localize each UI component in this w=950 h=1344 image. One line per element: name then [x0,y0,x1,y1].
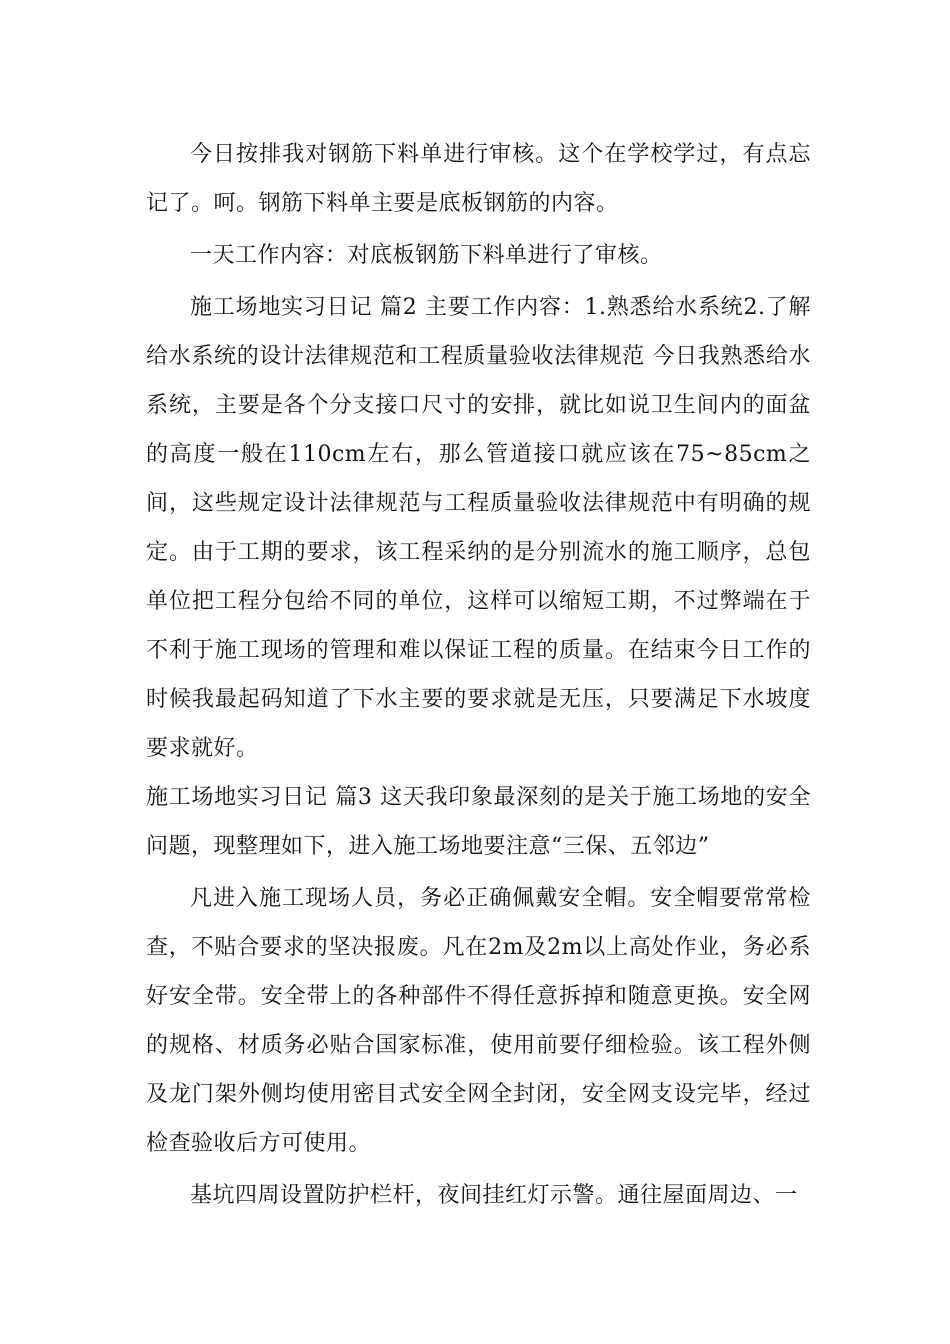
document-body [146,130,811,1220]
paragraph-diary-part-2: 施工场地实习日记 篇2 主要工作内容：1.熟悉给水系统2.了解给水系统的设计法律规范和工程质量验收法律规范 今日我熟悉给水系统，主要是各个分支接口尺寸的安排，就比如说卫生间内的面盆的高度一般在110cm左右，那么管道接口就应该在75~85cm之间，这些规定设计法律规范与工程质量验收法律规范中有明确的规定。由于工期的要求，该工程采纳的是分别流水的施工顺序，总包单位把工程分包给不同的单位，这样可以缩短工期，不过弊端在于不利于施工现场的管理和难以保证工程的质量。在结束今日工作的时候我最起码知道了下水主要的要求就是无压，只要满足下水坡度要求就好。 [146,295,811,761]
paragraph-pit-guardrails: 基坑四周设置防护栏杆，夜间挂红灯示警。通往屋面周边、一 [190,1183,798,1208]
paragraph-day-summary: 一天工作内容：对底板钢筋下料单进行了审核。 [190,243,663,268]
paragraph-rebar-review: 今日按排我对钢筋下料单进行审核。这个在学校学过，有点忘记了。呵。钢筋下料单主要是底板钢筋的内容。 [146,142,811,216]
paragraph-diary-part-3: 施工场地实习日记 篇3 这天我印象最深刻的是关于施工场地的安全问题，现整理如下，进入施工场地要注意“三保、五邻边” [146,785,811,859]
paragraph-safety-rules: 凡进入施工现场人员，务必正确佩戴安全帽。安全帽要常常检查，不贴合要求的坚决报废。凡在2m及2m以上高处作业，务必系好安全带。安全带上的各种部件不得任意拆掉和随意更换。安全网的规格、材质务必贴合国家标准，使用前要仔细检验。该工程外侧及龙门架外侧均使用密目式安全网全封闭，安全网支设完毕，经过检查验收后方可使用。 [146,886,811,1156]
